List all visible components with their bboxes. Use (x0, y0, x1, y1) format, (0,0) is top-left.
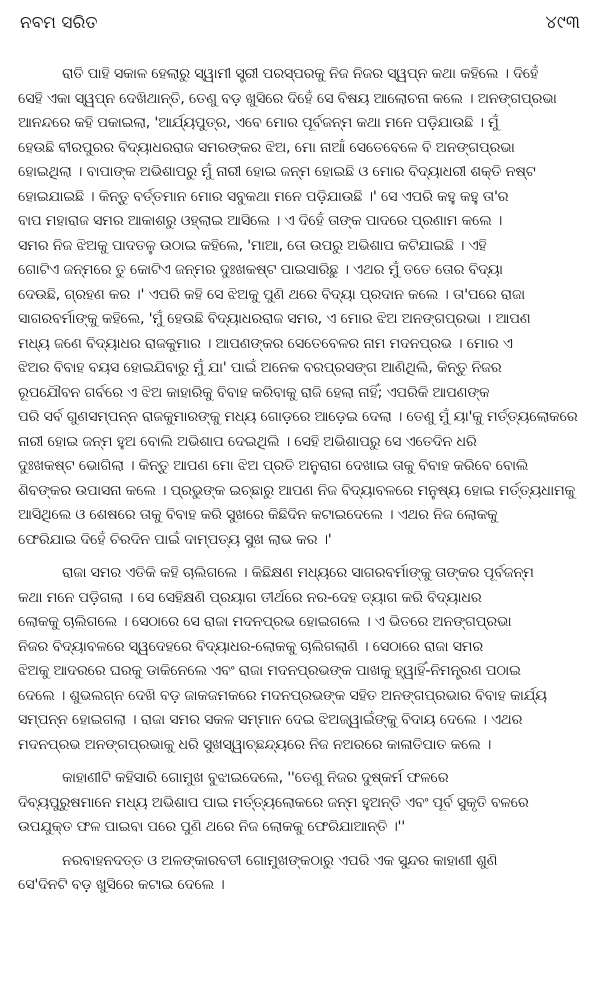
text-line: ହୋଇଯାଇଛି । କିନ୍ତୁ ବର୍ତ୍ତମାନ ମୋର ସବୁକଥା ମନେ ପଡ଼ିଯାଉଛି ।' ସେ ଏପରି କହୁ କହୁ ତା'ର (18, 188, 509, 205)
text-line: ରୂପଯୌବନ ଗର୍ବରେ ଏ ଝିଅ କାହାରିକୁ ବିବାହ କରିବାକୁ ରାଜି ହେଲା ନାହିଁ; ଏପରିକି ଆପଣଙ୍କ (18, 384, 490, 401)
text-line: ପରି ସର୍ବ ଗୁଣସମ୍ପନ୍ନ ରାଜକୁମାରଙ୍କୁ ମଧ୍ୟ ଗୋଡ଼ରେ ଆଡ଼େଇ ଦେଲା । ତେଣୁ ମୁଁ ୟା'କୁ ମର୍ତ୍ତ୍ୟଲୋକରେ (18, 409, 578, 425)
text-line: ସମର ନିଜ ଝିଅକୁ ପାଦତଳୁ ଉଠାଇ କହିଲେ, 'ମାଆ, ତୋ ଉପରୁ ଅଭିଶାପ କଟିଯାଇଛି । ଏହି (18, 237, 487, 254)
text-line: କଥା ମନେ ପଡ଼ିଗଲା । ସେ ସେହିକ୍ଷଣି ପ୍ରୟାଗ ତୀର୍ଥରେ ନର-ଦେହ ତ୍ୟାଗ କରି ବିଦ୍ୟାଧର (18, 589, 482, 606)
paragraph (18, 766, 582, 840)
text-line: ଗୋଟିଏ ଜନ୍ମରେ ତୁ କୋଟିଏ ଜନ୍ମର ଦୁଃଖକଷ୍ଟ ପାଇସାରିଛୁ । ଏଥର ମୁଁ ତତେ ତୋର ବିଦ୍ୟା (18, 262, 503, 278)
paragraph (18, 849, 582, 898)
text-line: ଫେରିଯାଇ ଦିହେଁ ଚିରଦିନ ପାଇଁ ଦାମ୍ପତ୍ୟ ସୁଖ ଲାଭ କର ।' (18, 531, 332, 548)
text-line: ମଧ୍ୟ ଜଣେ ବିଦ୍ୟାଧର ରାଜକୁମାର । ଆପଣଙ୍କର ସେତେବେଳର ନାମ ମଦନପ୍ରଭ । ମୋର ଏ (18, 335, 513, 352)
text-line: ସମ୍ପନ୍ନ ହୋଇଗଲା । ରାଜା ସମର ସକଳ ସମ୍ମାନ ଦେଇ ଝିଅଜ୍ୱାଇଁଙ୍କୁ ବିଦାୟ ଦେଲେ । ଏଥର (18, 712, 523, 728)
text-line: ଦିବ୍ୟପୁରୁଷମାନେ ମଧ୍ୟ ଅଭିଶାପ ପାଇ ମର୍ତ୍ତ୍ୟଲୋକରେ ଜନ୍ମ ହୁଅନ୍ତି ଏବଂ ପୂର୍ବ ସୁକୃତି ବଳରେ (18, 794, 529, 811)
text-line: ସେ'ଦିନଟି ବଡ଼ ଖୁସିରେ କଟାଇ ଦେଲେ । (18, 877, 225, 893)
page-number: ୪୯୩ (545, 12, 580, 33)
text-line: ନାରୀ ହୋଇ ଜନ୍ମ ହୁଅ ବୋଲି ଅଭିଶାପ ଦେଇଥିଲି । ସେହି ଅଭିଶାପରୁ ସେ ଏତେଦିନ ଧରି (18, 433, 477, 450)
text-line: ଶିବଙ୍କର ଉପାସନା କଲେ । ପ୍ରଭୁଙ୍କ ଇଚ୍ଛାରୁ ଆପଣ ନିଜ ବିଦ୍ୟାବଳରେ ମନୁଷ୍ୟ ହୋଇ ମର୍ତ୍ତ୍ୟଧାମକୁ (18, 482, 575, 499)
text-line: ବାପ ମହାରାଜ ସମର ଆକାଶରୁ ଓହ୍ଲାଇ ଆସିଲେ । ଏ ଦିହେଁ ତାଙ୍କ ପାଦରେ ପ୍ରଣାମ କଲେ । (18, 213, 503, 229)
text-line: ରାତି ପାହି ସକାଳ ହେଲାରୁ ସ୍ୱାମୀ ସ୍ତ୍ରୀ ପରସ୍ପରକୁ ନିଜ ନିଜର ସ୍ୱପ୍ନ କଥା କହିଲେ । ଦିହେଁ (62, 66, 539, 82)
paragraph (18, 561, 582, 757)
text-line: ଆସିଥିଲେ ଓ ଶେଷରେ ତାକୁ ବିବାହ କରି ସୁଖରେ କିଛିଦିନ କଟାଇଦେଲେ । ଏଥର ନିଜ ଲୋକକୁ (18, 507, 498, 523)
text-line: ମଦନପ୍ରଭ ଅନଙ୍ଗପ୍ରଭାକୁ ଧରି ସୁଖସ୍ୱାଚ୍ଛନ୍ଦ୍ୟରେ ନିଜ ନଅରରେ କାଳାତିପାତ କଲେ । (18, 736, 492, 753)
text-line: ହେଉଛି ବୀରପୁରର ବିଦ୍ୟାଧରରାଜ ସମରଙ୍କର ଝିଅ, ମୋ ନାଆଁ ସେତେବେଳେ ବି ଅନଙ୍ଗପ୍ରଭା (18, 139, 515, 156)
text-line: ସେହି ଏକା ସ୍ୱପ୍ନ ଦେଖିଥାନ୍ତି, ତେଣୁ ବଡ଼ ଖୁସିରେ ଦିହେଁ ସେ ବିଷୟ ଆଲୋଚନା କଲେ । ଅନଙ୍ଗପ୍ରଭା (18, 90, 557, 107)
page-body (18, 62, 582, 898)
text-line: ନିଜର ବିଦ୍ୟାବଳରେ ସ୍ୱଦେହରେ ବିଦ୍ୟାଧର-ଲୋକକୁ ଚାଲିଗଲାଣି । ସେଠାରେ ରାଜା ସମର (18, 638, 483, 655)
paragraph (18, 62, 582, 552)
text-line: ଦେଲେ । ଶୁଭଲଗ୍ନ ଦେଖି ବଡ଼ ଜାକଜମକରେ ମଦନପ୍ରଭଙ୍କ ସହିତ ଅନଙ୍ଗପ୍ରଭାର ବିବାହ କାର୍ଯ୍ୟ (18, 687, 547, 704)
text-line: ଉପଯୁକ୍ତ ଫଳ ପାଇବା ପରେ ପୁଣି ଥରେ ନିଜ ଲୋକକୁ ଫେରିଯାଆନ୍ତି ।'' (18, 819, 405, 835)
text-line: ଆନନ୍ଦରେ କହି ପକାଇଲା, 'ଆର୍ଯ୍ୟପୁତ୍ର, ଏବେ ମୋର ପୂର୍ବଜନ୍ମ କଥା ମନେ ପଡ଼ିଯାଉଛି । ମୁଁ (18, 115, 499, 131)
text-line: ନରବାହନଦତ୍ତ ଓ ଅଳଙ୍କାରବତୀ ଗୋମୁଖଙ୍କଠାରୁ ଏପରି ଏକ ସୁନ୍ଦର କାହାଣୀ ଶୁଣି (62, 852, 498, 869)
page-header (18, 8, 582, 38)
text-line: ହୋଇଥିଲା । ବାପାଙ୍କ ଅଭିଶାପରୁ ମୁଁ ନାରୀ ହୋଇ ଜନ୍ମ ହୋଇଛି ଓ ମୋର ବିଦ୍ୟାଧରୀ ଶକ୍ତି ନଷ୍ଟ (18, 164, 536, 180)
text-line: ରାଜା ସମର ଏତିକି କହି ଚାଲିଗଲେ । କିଛିକ୍ଷଣ ମଧ୍ୟରେ ସାଗରବର୍ମାଙ୍କୁ ତାଙ୍କର ପୂର୍ବଜନ୍ମ (62, 565, 534, 581)
text-line: ଝିଅକୁ ଆଦରରେ ଘରକୁ ଡାକିନେଲେ ଏବଂ ରାଜା ମଦନପ୍ରଭଙ୍କ ପାଖକୁ ହ୍ୱାହିଁ-ନିମନ୍ତ୍ରଣ ପଠାଇ (18, 663, 521, 679)
running-title: ନବମ ସରିତ (20, 13, 98, 33)
text-line: ଲୋକକୁ ଚାଲିଗଲେ । ସେଠାରେ ସେ ରାଜା ମଦନପ୍ରଭ ହୋଇଗଲେ । ଏ ଭିତରେ ଅନଙ୍ଗପ୍ରଭା (18, 614, 512, 630)
text-line: ଦେଉଛି, ଗ୍ରହଣ କର ।' ଏପରି କହି ସେ ଝିଅକୁ ପୁଣି ଥରେ ବିଦ୍ୟା ପ୍ରଦାନ କଲେ । ତା'ପରେ ରାଜା (18, 286, 525, 303)
text-line: ଦୁଃଖକଷ୍ଟ ଭୋଗିଲା । କିନ୍ତୁ ଆପଣ ମୋ ଝିଅ ପ୍ରତି ଅନୁରାଗ ଦେଖାଇ ତାକୁ ବିବାହ କରିବେ ବୋଲି (18, 458, 529, 474)
text-line: ସାଗରବର୍ମାଙ୍କୁ କହିଲେ, 'ମୁଁ ହେଉଛି ବିଦ୍ୟାଧରରାଜ ସମର, ଏ ମୋର ଝିଅ ଅନଙ୍ଗପ୍ରଭା । ଆପଣ (18, 311, 531, 327)
text-line: ଝିଅର ବିବାହ ବୟସ ହୋଇଯିବାରୁ ମୁଁ ଯା' ପାଇଁ ଅନେକ ବରପ୍ରସଙ୍ଗ ଆଣିଥିଲି, କିନ୍ତୁ ନିଜର (18, 360, 502, 376)
text-line: କାହାଣୀଟି କହିସାରି ଗୋମୁଖ ବୁଝାଇଦେଲେ, ''ତେଣୁ ନିଜର ଦୁଷ୍କର୍ମ ଫଳରେ (62, 770, 449, 786)
